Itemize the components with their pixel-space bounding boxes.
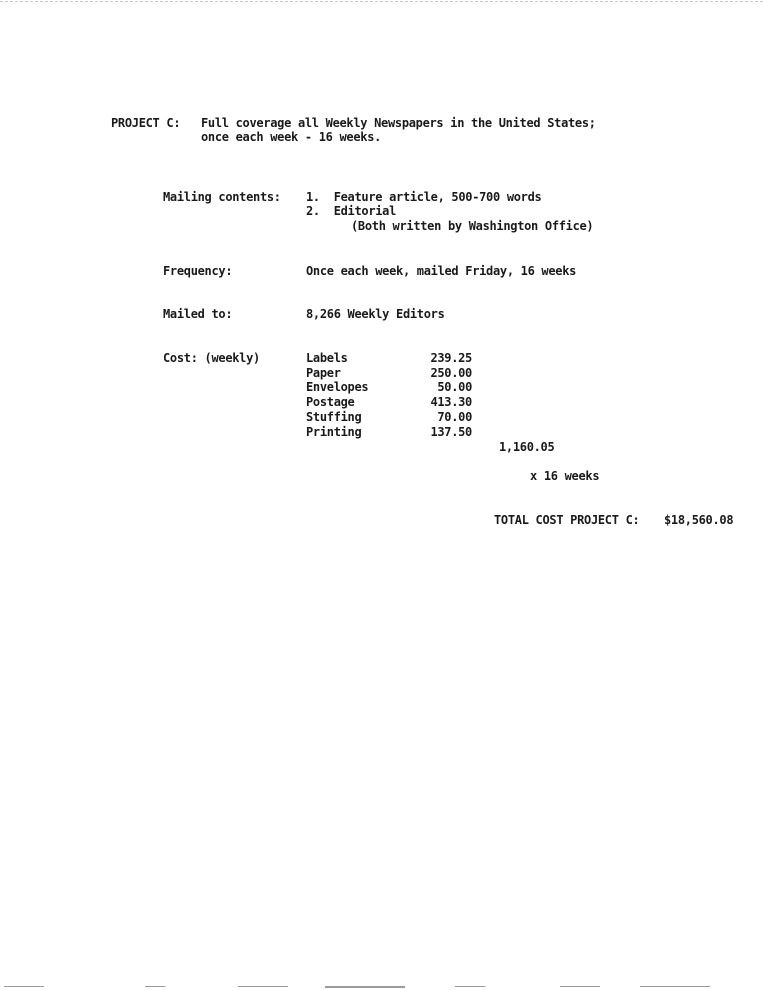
bottom-edge-mark — [238, 986, 288, 987]
total-label: TOTAL COST PROJECT C: — [494, 513, 640, 527]
bottom-edge-mark — [560, 986, 600, 987]
cost-item-name: Labels — [306, 351, 348, 365]
mailing-contents-label: Mailing contents: — [163, 190, 281, 204]
cost-item-amount: 50.00 — [437, 380, 472, 394]
bottom-edge-mark — [145, 986, 165, 987]
cost-label: Cost: (weekly) — [163, 351, 260, 365]
cost-item-amount: 70.00 — [437, 410, 472, 424]
bottom-edge-mark — [4, 986, 44, 987]
cost-item-amount: 239.25 — [430, 351, 472, 365]
project-label: PROJECT C: — [111, 116, 181, 130]
bottom-edge-mark — [455, 986, 485, 987]
bottom-edge-mark — [325, 986, 405, 988]
cost-multiplier: x 16 weeks — [530, 469, 600, 483]
cost-item-amount: 250.00 — [430, 366, 472, 380]
bottom-edge-mark — [640, 986, 710, 987]
frequency-value: Once each week, mailed Friday, 16 weeks — [306, 264, 577, 278]
mailed-to-label: Mailed to: — [163, 307, 233, 321]
project-description-line2: once each week - 16 weeks. — [201, 130, 382, 144]
cost-item-name: Postage — [306, 395, 355, 409]
mailing-item-feature: 1. Feature article, 500-700 words — [306, 190, 542, 204]
top-dashed-edge — [0, 1, 763, 2]
cost-item-name: Envelopes — [306, 380, 369, 394]
mailing-note: (Both written by Washington Office) — [351, 219, 594, 233]
cost-subtotal: 1,160.05 — [499, 440, 555, 454]
project-description-line1: Full coverage all Weekly Newspapers in the United States; — [201, 116, 596, 130]
cost-item-amount: 413.30 — [430, 395, 472, 409]
cost-item-name: Paper — [306, 366, 341, 380]
mailing-item-editorial: 2. Editorial — [306, 204, 397, 218]
cost-item-amount: 137.50 — [430, 425, 472, 439]
mailed-to-value: 8,266 Weekly Editors — [306, 307, 445, 321]
cost-item-name: Printing — [306, 425, 362, 439]
total-value: $18,560.08 — [664, 513, 734, 527]
cost-item-name: Stuffing — [306, 410, 362, 424]
frequency-label: Frequency: — [163, 264, 233, 278]
